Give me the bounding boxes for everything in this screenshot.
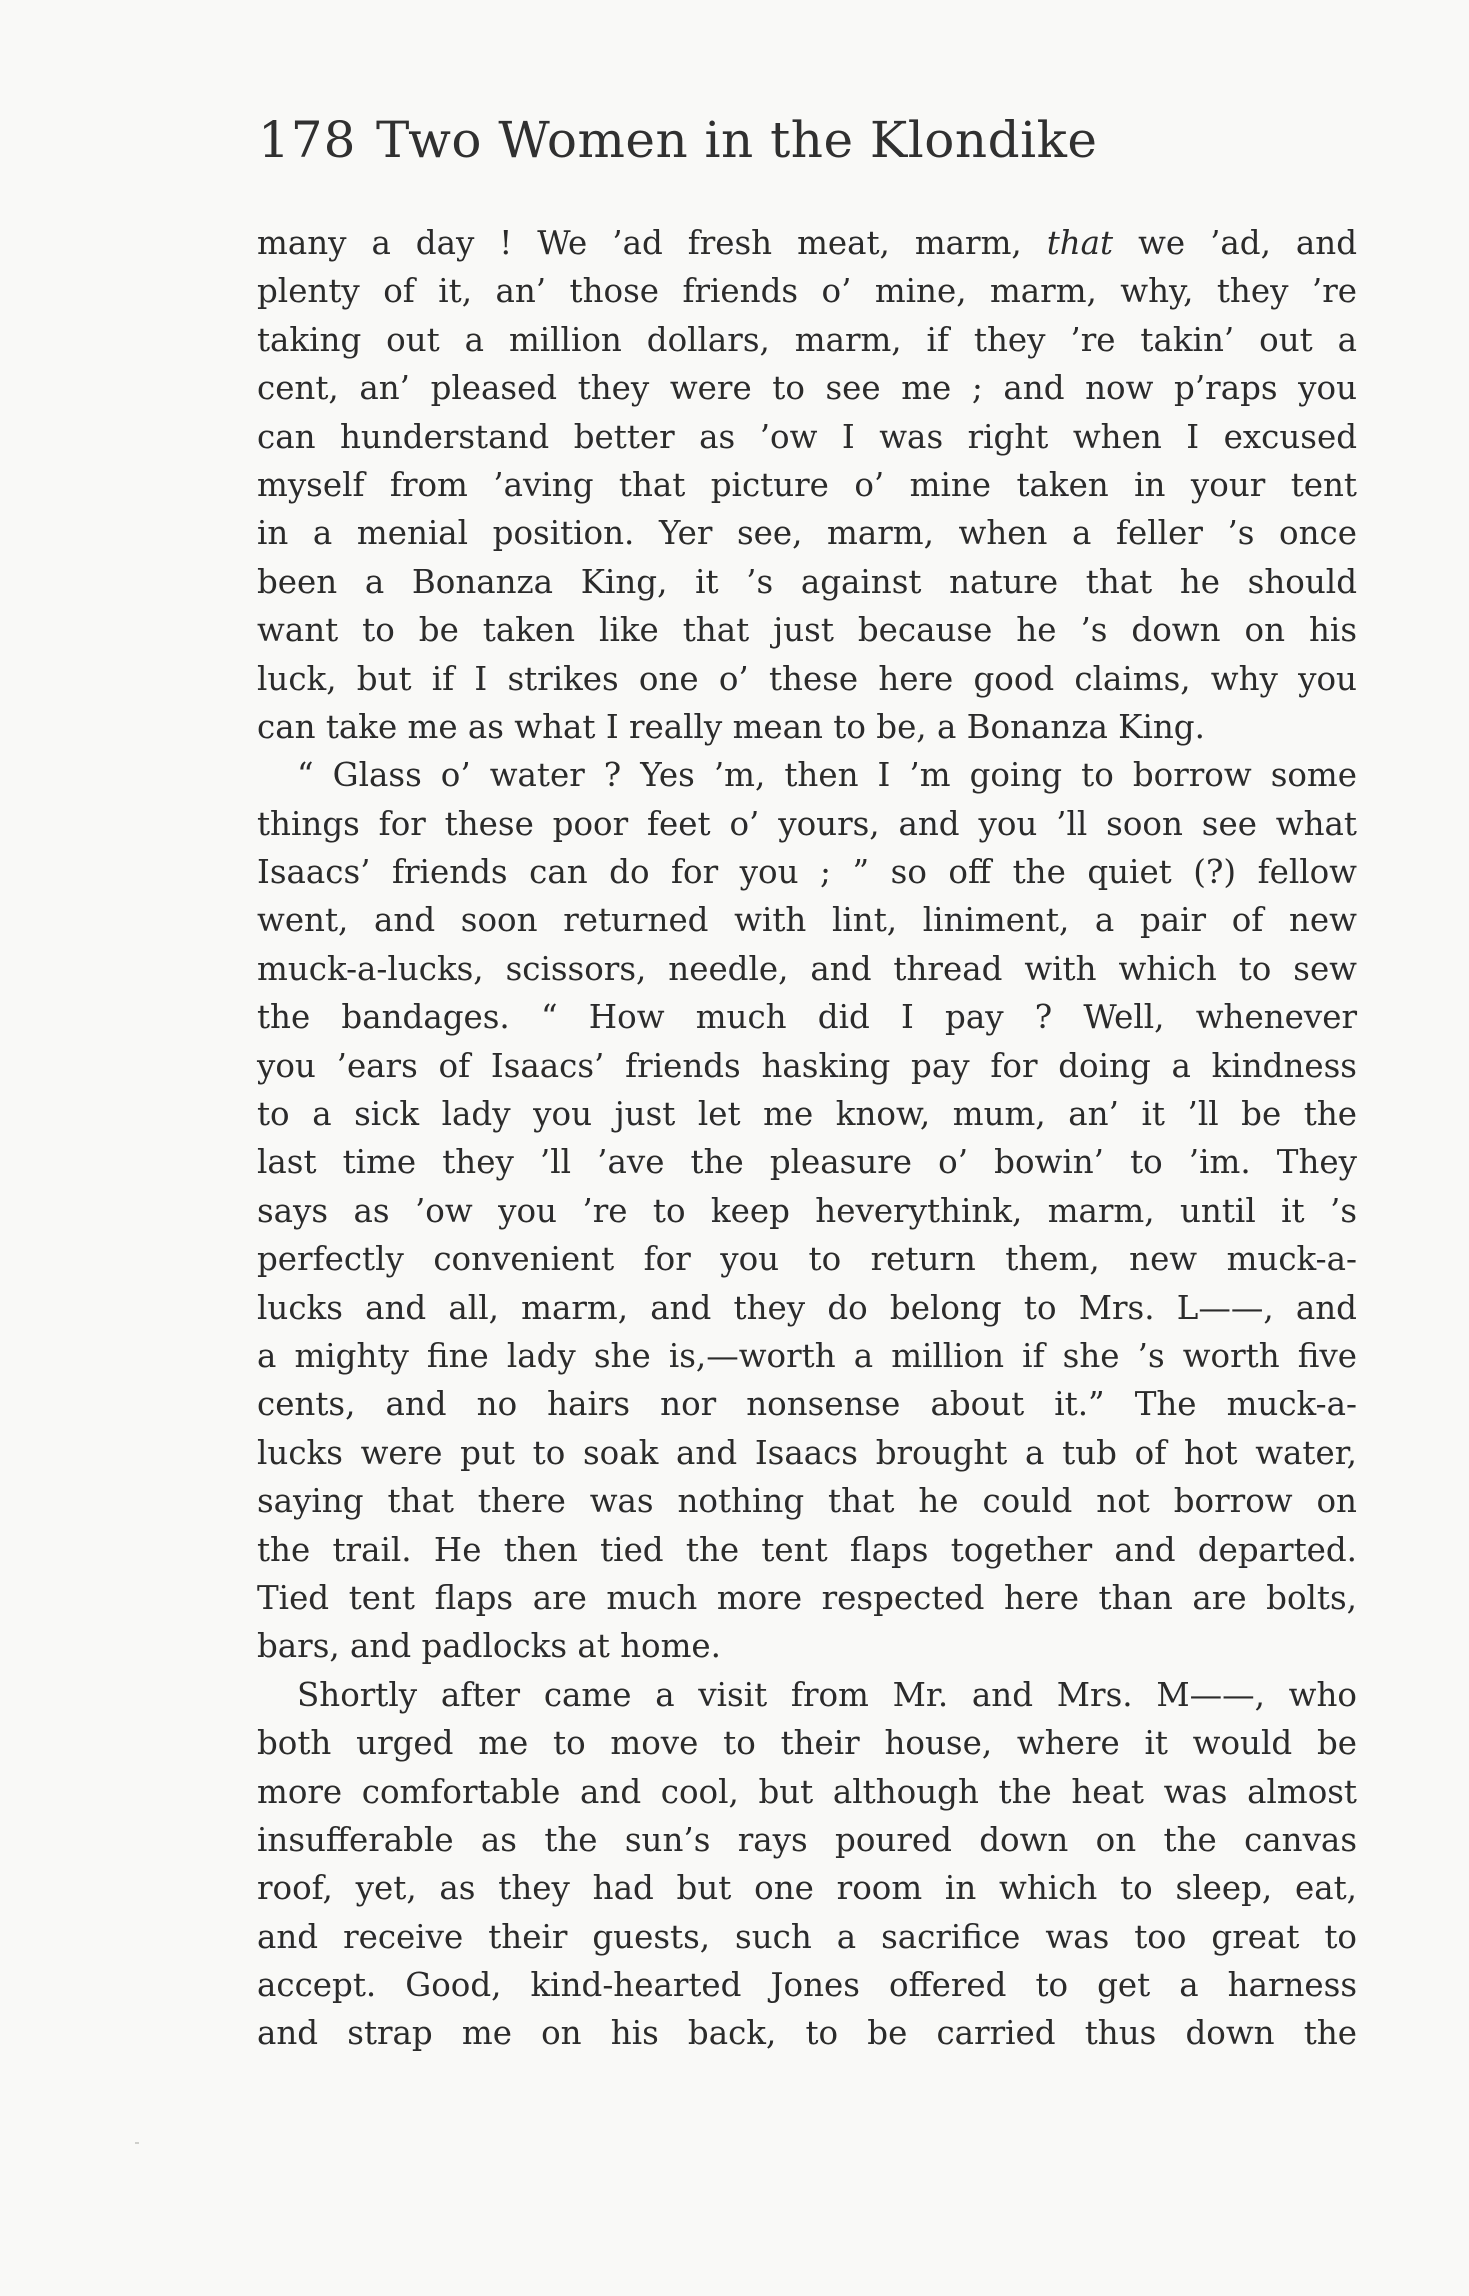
text-line: the bandages. “ How much did I pay ? Well, whenever [257,998,1357,1037]
text-line: you ’ears of Isaacs’ friends hasking pay for doing a kindness [257,1046,1357,1085]
text-line: accept. Good, kind-hearted Jones offered to get a harness [257,1966,1357,2005]
text-line: muck-a-lucks, scissors, needle, and thread with which to sew [257,949,1357,988]
text-line: can take me as what I really mean to be, a Bonanza King. [257,707,1205,746]
text-line: luck, but if I strikes one o’ these here good claims, why you [257,659,1357,698]
page-speck [135,2142,139,2144]
text-line: plenty of it, an’ those friends o’ mine, marm, why, they ’re [257,272,1357,311]
text-line: the trail. He then tied the tent flaps together and departed. [257,1530,1357,1569]
text-line: bars, and padlocks at home. [257,1627,721,1666]
text-line: “ Glass o’ water ? Yes ’m, then I ’m going to borrow some [297,756,1357,795]
text-line: a mighty fine lady she is,—worth a million if she ’s worth five [257,1336,1357,1375]
text-line: both urged me to move to their house, where it would be [257,1724,1357,1763]
text-line: insufferable as the sun’s rays poured down on the canvas [257,1820,1357,1859]
text-line: to a sick lady you just let me know, mum, an’ it ’ll be the [257,1095,1357,1134]
text-line: taking out a million dollars, marm, if they ’re takin’ out a [257,320,1357,359]
text-line: things for these poor feet o’ yours, and you ’ll soon see what [257,804,1357,843]
text-line: many a day ! We ’ad fresh meat, marm, that we ’ad, and [257,224,1358,262]
running-title: Two Women in the Klondike [376,111,1098,169]
text-line: cents, and no hairs nor nonsense about it.” The muck-a- [257,1385,1357,1424]
text-line: last time they ’ll ’ave the pleasure o’ bowin’ to ’im. They [257,1143,1357,1182]
text-line: Isaacs’ friends can do for you ; ” so off the quiet (?) fellow [257,853,1357,892]
text-line: Tied tent flaps are much more respected here than are bolts, [257,1578,1357,1617]
text-line: Shortly after came a visit from Mr. and Mrs. M——, who [297,1675,1357,1714]
running-header [258,110,1258,170]
text-line: and strap me on his back, to be carried thus down the [257,2014,1357,2053]
text-line: lucks were put to soak and Isaacs brought a tub of hot water, [257,1433,1357,1472]
text-line: went, and soon returned with lint, liniment, a pair of new [257,901,1357,940]
text-line: can hunderstand better as ’ow I was right when I excused [257,417,1357,456]
text-line: been a Bonanza King, it ’s against nature that he should [257,562,1357,601]
text-line: lucks and all, marm, and they do belong to Mrs. L——, and [257,1288,1357,1327]
text-line: want to be taken like that just because he ’s down on his [257,611,1357,650]
text-line: myself from ’aving that picture o’ mine taken in your tent [257,465,1357,504]
page-number: 178 [258,111,357,169]
italic-word: that [1046,224,1114,262]
text-line: cent, an’ pleased they were to see me ; and now p’raps you [257,369,1357,408]
text-line: saying that there was nothing that he could not borrow on [257,1482,1357,1521]
text-line: and receive their guests, such a sacrifice was too great to [257,1917,1357,1956]
text-line: roof, yet, as they had but one room in which to sleep, eat, [257,1869,1357,1908]
text-line: more comfortable and cool, but although the heat was almost [257,1772,1357,1811]
text-line: in a menial position. Yer see, marm, when a feller ’s once [257,514,1357,553]
body-text [257,219,1357,2058]
text-line: says as ’ow you ’re to keep heverythink, marm, until it ’s [257,1191,1357,1230]
text-line: perfectly convenient for you to return them, new muck-a- [257,1240,1357,1279]
